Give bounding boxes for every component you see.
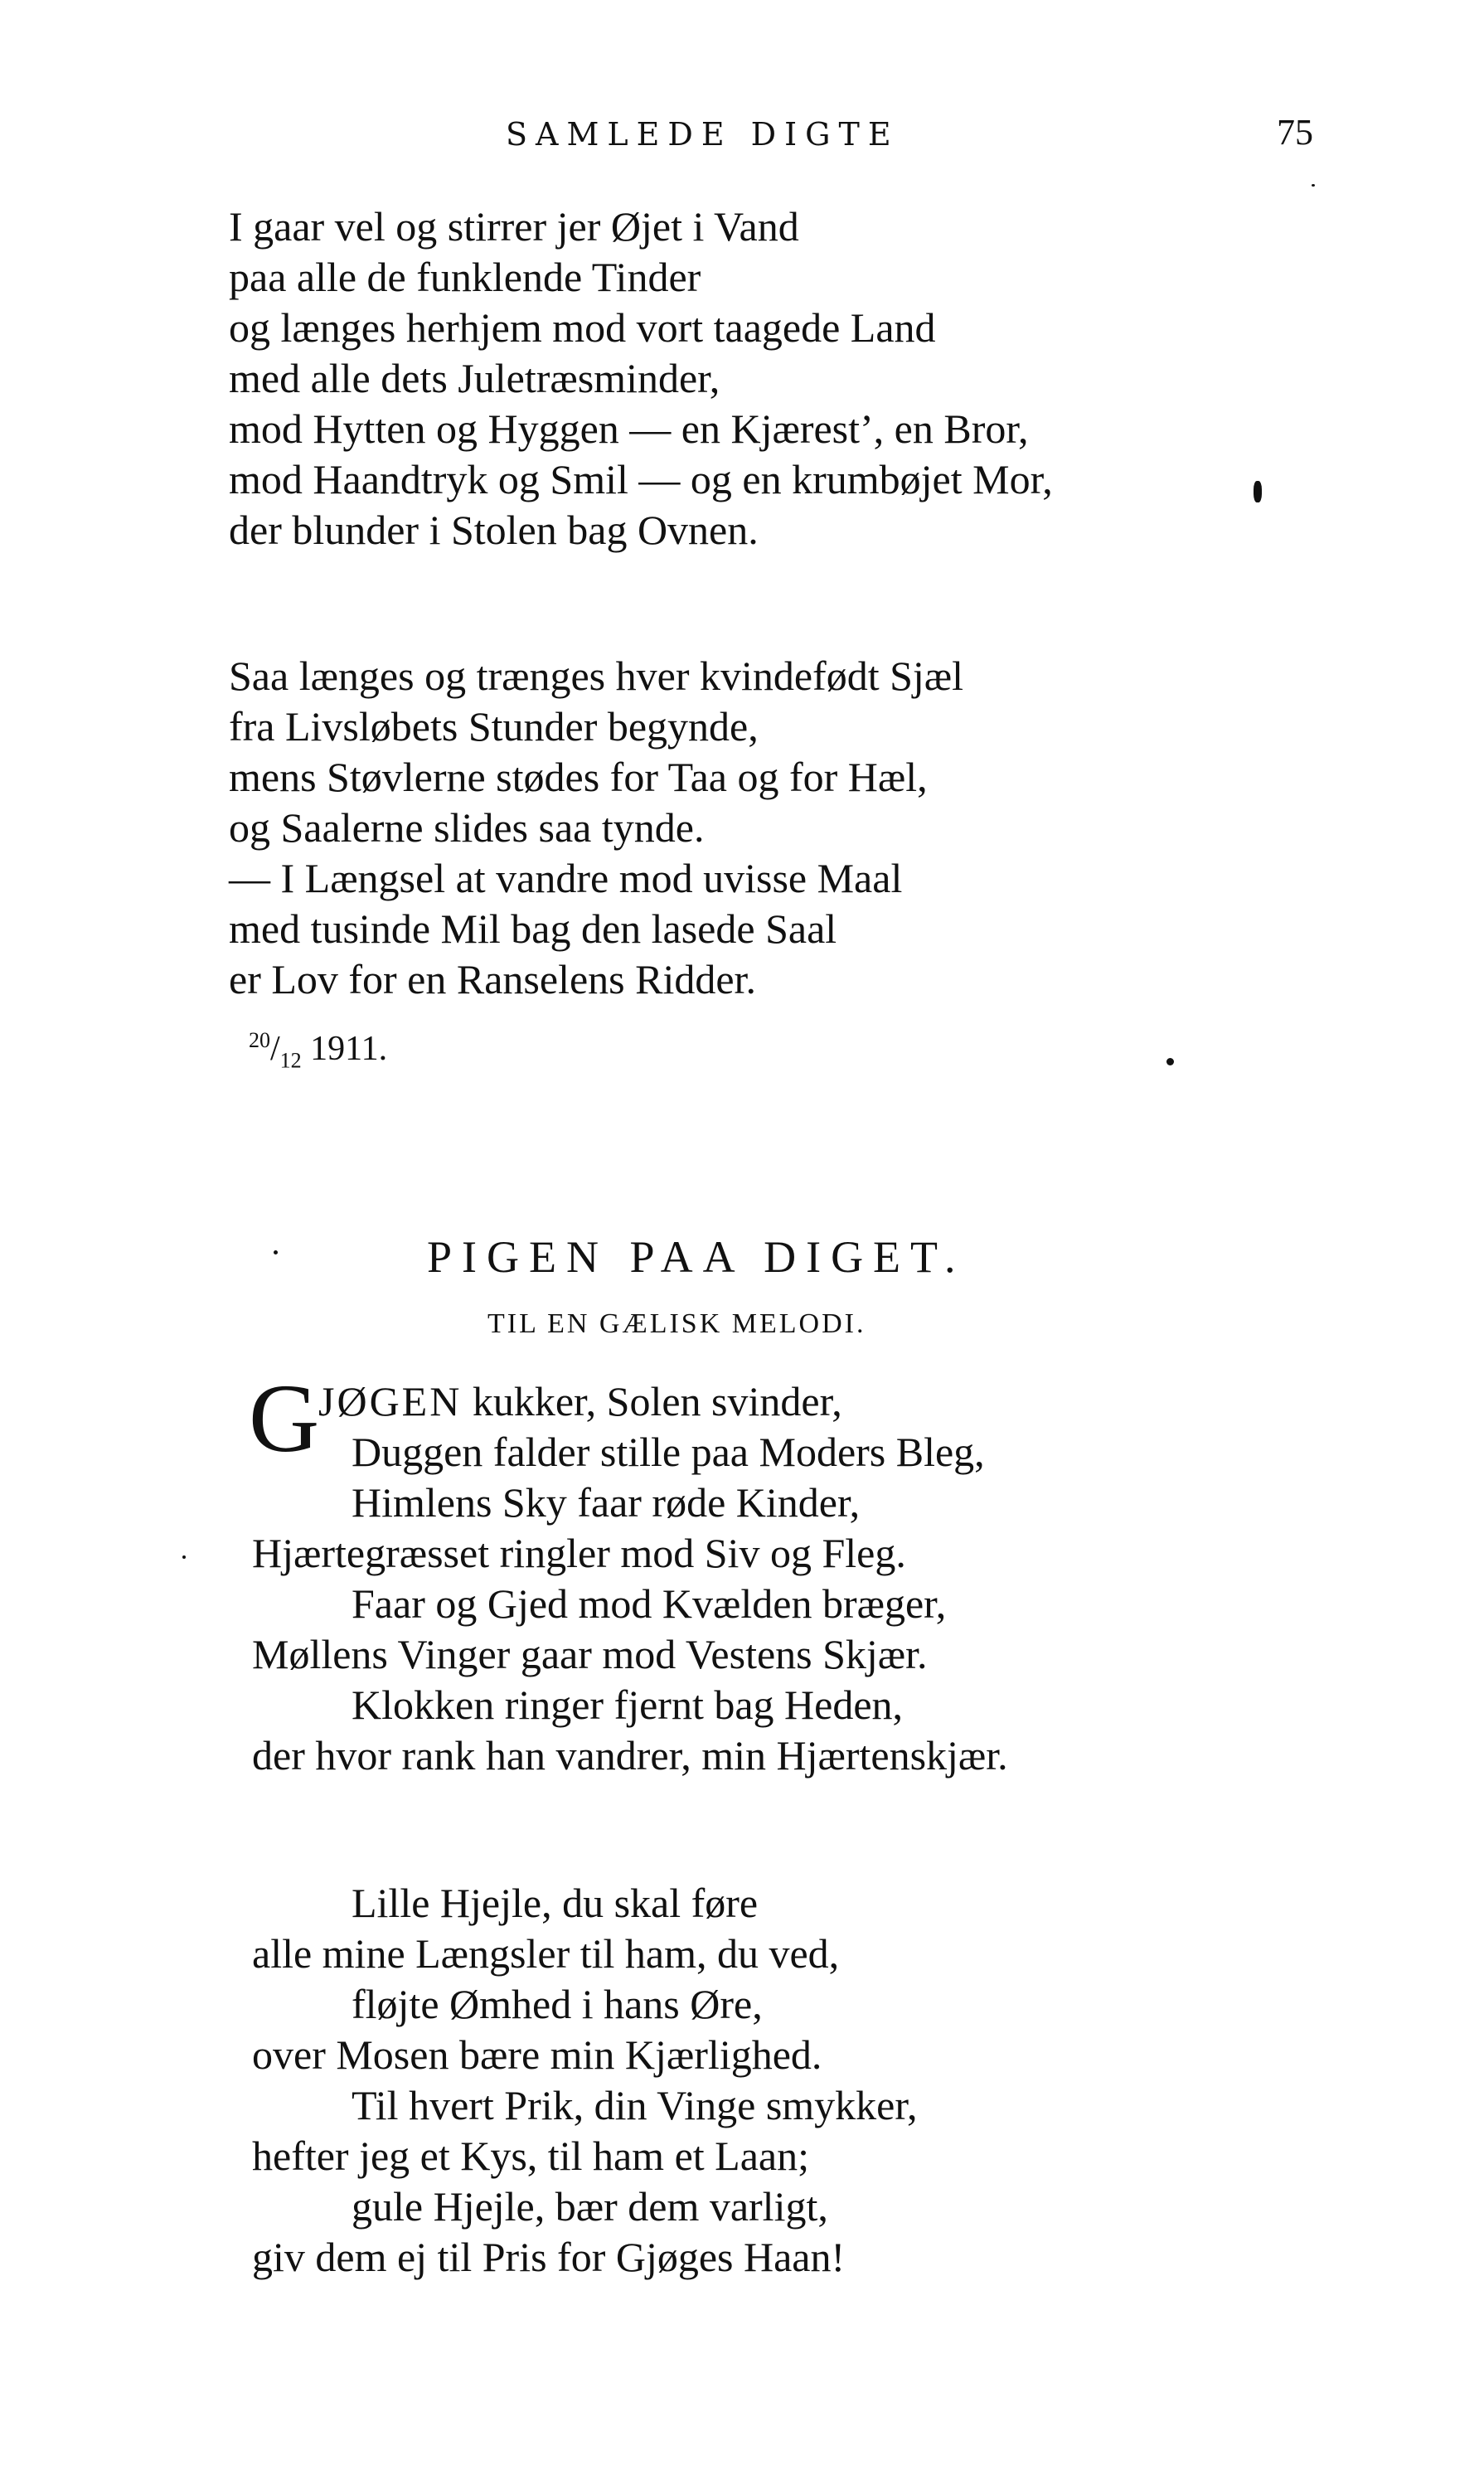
ink-speck bbox=[1166, 1058, 1174, 1065]
stanza-top-2 bbox=[229, 651, 963, 1005]
page-number: 75 bbox=[1277, 112, 1313, 153]
verse-line: giv dem ej til Pris for Gjøges Haan! bbox=[252, 2234, 846, 2280]
poem-date: $^{20}/_{12}$ 1911. bbox=[249, 1028, 388, 1073]
verse-line: Møllens Vinger gaar mod Vestens Skjær. bbox=[252, 1631, 928, 1677]
verse-line: hefter jeg et Kys, til ham et Laan; bbox=[252, 2133, 809, 2179]
verse-line: Klokken ringer fjernt bag Heden, bbox=[352, 1681, 904, 1728]
verse-line: der hvor rank han vandrer, min Hjærtenskjær. bbox=[252, 1732, 1008, 1778]
poem-title: PIGEN PAA DIGET. bbox=[427, 1232, 966, 1282]
verse-line: Duggen falder stille paa Moders Bleg, bbox=[352, 1429, 985, 1475]
verse-line: er Lov for en Ranselens Ridder. bbox=[229, 956, 756, 1002]
poem-stanza-1 bbox=[252, 1376, 1008, 1781]
verse-line: Saa længes og trænges hver kvindefødt Sjæl bbox=[229, 653, 964, 699]
verse-line: med tusinde Mil bag den lasede Saal bbox=[229, 905, 837, 952]
verse-line: mod Haandtryk og Smil — og en krumbøjet Mor, bbox=[229, 456, 1053, 502]
first-line-rest: kukker, Solen svinder, bbox=[462, 1378, 842, 1424]
verse-line: der blunder i Stolen bag Ovnen. bbox=[229, 507, 759, 553]
ink-speck bbox=[1254, 481, 1262, 502]
verse-line: fløjte Ømhed i hans Øre, bbox=[352, 1981, 763, 2027]
date-year: 1911. bbox=[310, 1030, 388, 1068]
drop-cap: G bbox=[249, 1364, 320, 1473]
verse-line-first bbox=[252, 1376, 1008, 1427]
verse-line: paa alle de funklende Tinder bbox=[229, 254, 701, 300]
ink-speck bbox=[274, 1250, 278, 1254]
verse-line: Lille Hjejle, du skal føre bbox=[352, 1880, 759, 1926]
verse-line: Til hvert Prik, din Vinge smykker, bbox=[352, 2082, 918, 2128]
verse-line: — I Længsel at vandre mod uvisse Maal bbox=[229, 855, 903, 901]
verse-line: mod Hytten og Hyggen — en Kjærest’, en Bror, bbox=[229, 405, 1029, 452]
verse-line: mens Støvlerne stødes for Taa og for Hæl, bbox=[229, 754, 928, 800]
verse-line: alle mine Længsler til ham, du ved, bbox=[252, 1930, 840, 1977]
ink-speck bbox=[182, 1555, 186, 1559]
poem-subtitle: TIL EN GÆLISK MELODI. bbox=[487, 1308, 866, 1339]
ink-speck bbox=[1312, 184, 1315, 187]
verse-line: Hjærtegræsset ringler mod Siv og Fleg. bbox=[252, 1530, 906, 1576]
poem-stanza-2 bbox=[252, 1878, 918, 2283]
verse-line: over Mosen bære min Kjærlighed. bbox=[252, 2031, 822, 2078]
verse-line: med alle dets Juletræsminder, bbox=[229, 355, 720, 401]
date-day: 20 bbox=[249, 1028, 270, 1052]
verse-line: fra Livsløbets Stunder begynde, bbox=[229, 703, 759, 750]
stanza-top-1 bbox=[229, 201, 1053, 556]
running-title: SAMLEDE DIGTE bbox=[506, 116, 900, 153]
verse-line: Faar og Gjed mod Kvælden bræger, bbox=[352, 1580, 947, 1627]
verse-line: og længes herhjem mod vort taagede Land bbox=[229, 304, 936, 351]
verse-line: og Saalerne slides saa tynde. bbox=[229, 804, 705, 851]
first-word-rest: JØGEN bbox=[318, 1378, 463, 1424]
verse-line: gule Hjejle, bær dem varligt, bbox=[352, 2183, 828, 2230]
verse-line: I gaar vel og stirrer jer Øjet i Vand bbox=[229, 203, 799, 250]
date-month: 12 bbox=[279, 1048, 302, 1073]
verse-line: Himlens Sky faar røde Kinder, bbox=[352, 1479, 861, 1526]
